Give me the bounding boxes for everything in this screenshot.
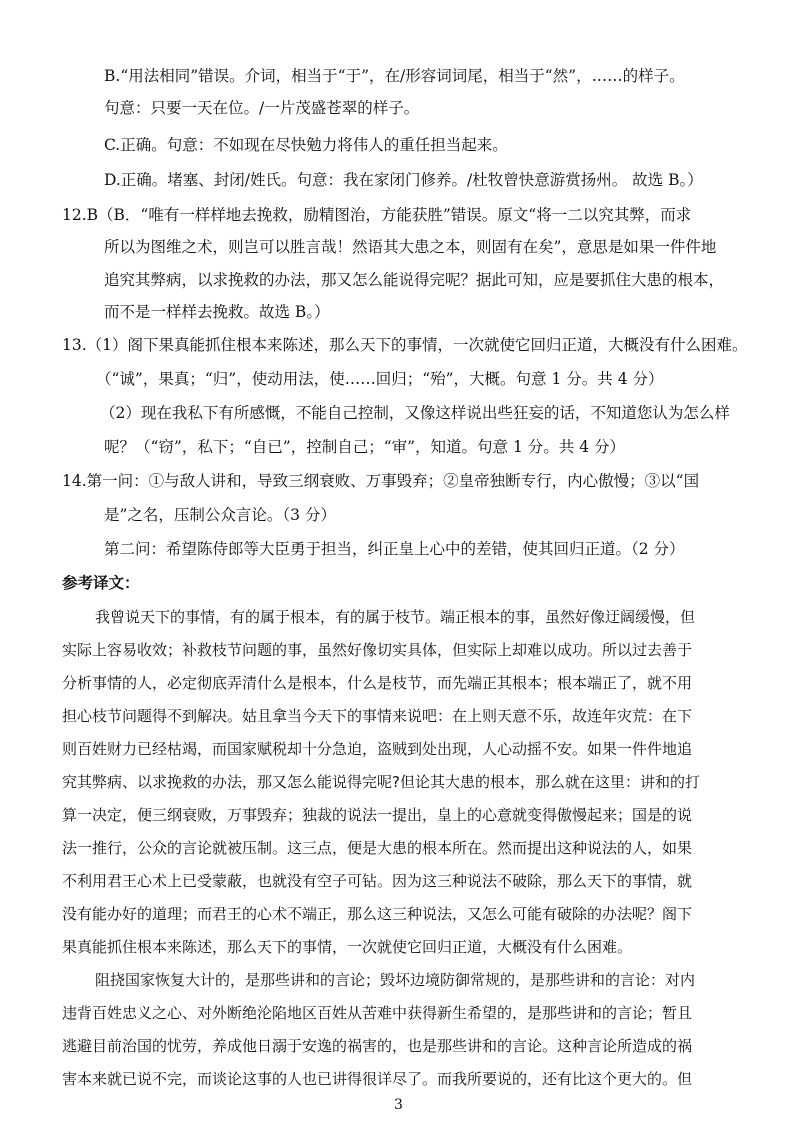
translation-line: 则百姓财力已经枯竭，而国家赋税却十分急迫，盗贼到处出现，人心动摇不安。如果一件件地追 [62,740,693,758]
q13-part2-line-2: 呢？（“窃”，私下；“自已”，控制自己；“审”，知道。句意 1 分。共 4 分） [104,438,625,456]
q13-part1-line-2: （“诚”，果真；“归”，使动用法，使……回归；“殆”，大概。句意 1 分。共 4 分） [96,370,664,388]
translation-line: 违背百姓忠义之心、对外断绝沦陷地区百姓从苦难中获得新生希望的，是那些讲和的言论；暂且 [62,1004,693,1022]
translation-heading: 参考译文： [62,573,140,592]
q11-option-d: D.正确。堵塞、封闭/姓氏。句意：我在家闭门修养。/杜牧曾快意游赏扬州。 故选 B。） [104,171,703,189]
translation-line: 逃避目前治国的忧劳，养成他日溺于安逸的祸害的，也是那些讲和的言论。这种言论所造成的祸 [62,1037,693,1055]
page-number: 3 [394,1097,403,1113]
q11-option-b-line-2: 句意：只要一天在位。/一片茂盛苍翠的样子。 [104,99,420,117]
q13-part1-line-1: 13.（1）阁下果真能抓住根本来陈述，那么天下的事情，一次就使它回归正道，大概没有什么困难。 [62,336,748,354]
q14-line-1: 14.第一问：①与敌人讲和，导致三纲衰败、万事毁弃；②皇帝独断专行，内心傲慢；③以“国 [62,472,700,490]
q12-line-3: 追究其弊病，以求挽救的办法，那又怎么能说得完呢？据此可知，应是要抓住大患的根本， [104,271,725,289]
translation-line: 法一推行，公众的言论就被压制。这三点，便是大患的根本所在。然而提出这种说法的人，如果 [62,839,693,857]
q12-line-1: 12.B（B．“唯有一样样地去挽救，励精图治，方能获胜”错误。原文“将一二以究其弊，而求 [62,206,692,224]
translation-line: 实际上容易收效；补救枝节问题的事，虽然好像切实具体，但实际上却难以成功。所以过去善于 [62,641,693,659]
q14-line-2: 是”之名，压制公众言论。（3 分） [104,506,336,524]
translation-line: 不利用君王心术上已受蒙蔽，也就没有空子可钻。因为这三种说法不破除，那么天下的事情，就 [62,872,693,890]
q14-line-3: 第二问：希望陈侍郎等大臣勇于担当，纠正皇上心中的差错，使其回归正道。（2 分） [104,540,685,558]
q11-option-b-line-1: B.“用法相同”错误。介词，相当于“于”，在/形容词词尾，相当于“然”，……的样子。 [104,67,685,85]
translation-line: 没有能办好的道理；而君王的心术不端正，那么这三种说法，又怎么可能有破除的办法呢？阁下 [62,905,693,923]
translation-line: 害本来就已说不完，而谈论这事的人也已讲得很详尽了。而我所要说的，还有比这个更大的。但 [62,1070,693,1088]
q13-part2-line-1: （2）现在我私下有所感慨，不能自己控制，又像这样说出些狂妄的话，不知道您认为怎么样 [100,404,730,422]
translation-line: 分析事情的人，必定彻底弄清什么是根本，什么是枝节，而先端正其根本；根本端正了，就不用 [62,674,693,692]
translation-line: 究其弊病、以求挽救的办法，那又怎么能说得完呢?但论其大患的根本，那么就在这里：讲和的打 [62,773,700,791]
q11-option-c: C.正确。句意：不如现在尽快勉力将伟人的重任担当起来。 [104,136,508,154]
translation-line: 果真能抓住根本来陈述，那么天下的事情，一次就使它回归正道，大概没有什么困难。 [62,938,633,956]
translation-line: 算一决定，便三纲衰败，万事毁弃；独裁的说法一提出，皇上的心意就变得傲慢起来；国是的说 [62,806,693,824]
q12-line-2: 所以为图维之术，则岂可以胜言哉！然语其大患之本，则固有在矣”，意思是如果一件件地 [104,238,717,256]
q12-line-4: 而不是一样样去挽救。故选 B。） [104,303,330,321]
translation-line: 我曾说天下的事情，有的属于根本，有的属于枝节。端正根本的事，虽然好像迂阔缓慢，但 [95,608,696,626]
translation-line: 担心枝节问题得不到解决。姑且拿当今天下的事情来说吧：在上则天意不乐，故连年灾荒：在下 [62,707,693,725]
translation-line: 阻挠国家恢复大计的，是那些讲和的言论；毁坏边境防御常规的，是那些讲和的言论：对内 [95,971,696,989]
